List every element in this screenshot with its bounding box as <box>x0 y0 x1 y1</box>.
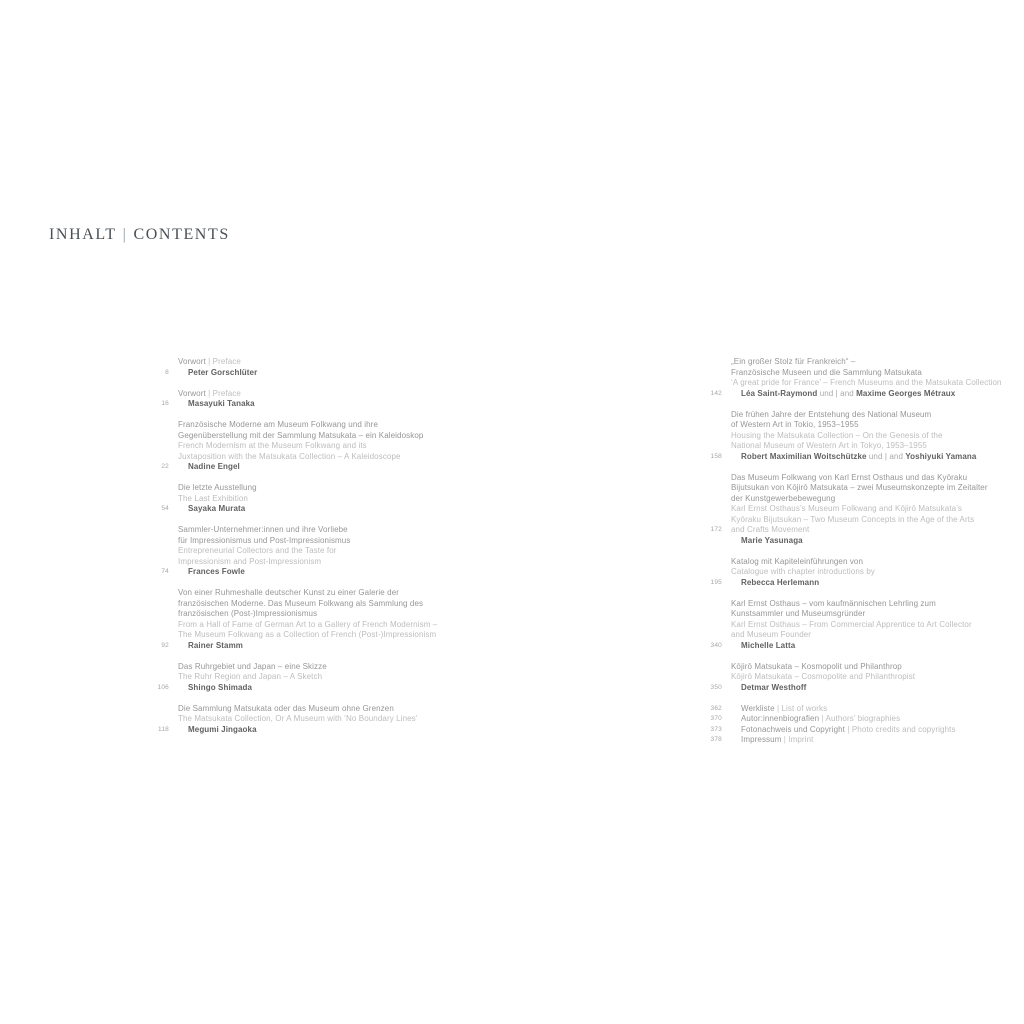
entry-title-line <box>731 368 1024 379</box>
entry-title-line <box>731 662 1024 673</box>
entry-author <box>741 452 1024 463</box>
entry-title-line <box>731 494 1024 505</box>
entry-title-line <box>178 431 486 442</box>
language-separator: | <box>819 714 826 723</box>
english-text: Karl Ernst Osthaus’s Museum Folkwang and Kōjirō Matsukata’s <box>731 504 963 513</box>
toc-entry <box>156 704 486 736</box>
entry-body <box>731 473 1024 547</box>
entry-title-line <box>731 630 1024 641</box>
author-name: Robert Maximilian Woitschützke <box>741 451 867 461</box>
entry-body <box>178 662 486 694</box>
author-joiner: und | and <box>817 388 857 398</box>
entry-body <box>731 357 1024 399</box>
author-name: Frances Fowle <box>188 567 245 576</box>
german-text: französischen (Post-)Impressionismus <box>178 609 318 618</box>
english-text: Housing the Matsukata Collection – On the Genesis of the <box>731 430 943 440</box>
english-text: The Museum Folkwang as a Collection of French (Post-)Impressionism <box>178 630 437 639</box>
author-name: Maxime Georges Métraux <box>856 388 956 398</box>
entry-title-line <box>178 620 486 631</box>
english-text: French Modernism at the Museum Folkwang and its <box>178 441 367 450</box>
german-text: Katalog mit Kapiteleinführungen von <box>731 556 864 566</box>
entry-title-line <box>741 714 1024 725</box>
english-text: Preface <box>212 388 241 398</box>
backmatter-item <box>709 714 1024 725</box>
entry-title-line <box>731 378 1024 389</box>
entry-author <box>188 399 486 410</box>
entry-title-line <box>731 609 1024 620</box>
language-separator: | <box>205 388 213 398</box>
entry-author <box>741 578 1024 589</box>
language-separator: | <box>774 703 782 713</box>
entry-page-number: 22 <box>161 463 169 470</box>
entry-title-line <box>178 536 486 547</box>
german-text: Das Ruhrgebiet und Japan – eine Skizze <box>178 661 327 671</box>
entry-title-line <box>178 630 486 641</box>
entry-page-number: 16 <box>161 400 169 407</box>
entry-title-line <box>741 725 1024 736</box>
entry-page-number: 74 <box>161 568 169 575</box>
entry-page-number: 362 <box>710 704 722 712</box>
toc-entry <box>156 389 486 410</box>
toc-entry <box>156 420 486 473</box>
backmatter-item <box>709 735 1024 746</box>
language-separator: | <box>845 724 852 734</box>
german-text: Das Museum Folkwang von Karl Ernst Osthaus und das Kyōraku <box>731 472 968 482</box>
entry-title-line <box>731 515 1024 526</box>
author-name: Rainer Stamm <box>188 640 243 650</box>
entry-body <box>178 420 486 473</box>
english-text: The Ruhr Region and Japan – A Sketch <box>178 672 323 681</box>
author-name: Megumi Jingaoka <box>188 724 257 734</box>
author-name: Shingo Shimada <box>188 682 253 692</box>
entry-title-line <box>731 504 1024 515</box>
german-text: Die letzte Ausstellung <box>178 483 257 492</box>
entry-body <box>178 357 486 378</box>
german-text: Werkliste <box>741 703 775 713</box>
entry-title-line <box>178 389 486 400</box>
entry-title-line <box>731 672 1024 683</box>
german-text: Kunstsammler und Museumsgründer <box>731 609 866 618</box>
english-text: ‘A great pride for France’ – French Museums and the Matsukata Collection <box>731 378 1002 387</box>
entry-title-line <box>178 588 486 599</box>
english-text: and Crafts Movement <box>731 525 810 534</box>
entry-body <box>741 735 1024 746</box>
entry-title-line <box>178 662 486 673</box>
entry-author <box>741 536 1024 547</box>
entry-title-line <box>741 704 1024 715</box>
entry-author <box>188 368 486 379</box>
author-name: Masayuki Tanaka <box>188 399 255 408</box>
author-name: Michelle Latta <box>741 640 796 650</box>
german-text: der Kunstgewerbebewegung <box>731 493 836 503</box>
title-english: CONTENTS <box>133 226 230 243</box>
german-text: Bijutsukan von Kōjirō Matsukata – zwei Museumskonzepte im Zeitalter <box>731 483 988 492</box>
entry-title-line <box>178 494 486 505</box>
entry-title-line <box>178 704 486 715</box>
toc-entry <box>156 588 486 651</box>
english-text: National Museum of Western Art in Tokyo, 1953–1955 <box>731 441 927 450</box>
entry-page-number: 118 <box>158 725 169 733</box>
english-text: and Museum Founder <box>731 630 812 639</box>
entry-author <box>741 389 1024 400</box>
german-text: Die frühen Jahre der Entstehung des National Museum <box>731 409 932 419</box>
toc-entry <box>709 410 1024 463</box>
entry-title-line <box>731 441 1024 452</box>
entry-page-number: 158 <box>710 452 722 460</box>
entry-body <box>178 389 486 410</box>
german-text: Von einer Ruhmeshalle deutscher Kunst zu einer Galerie der <box>178 588 400 597</box>
english-text: Authors’ biographies <box>825 714 901 723</box>
german-text: Die Sammlung Matsukata oder das Museum ohne Grenzen <box>178 703 394 713</box>
english-text: The Matsukata Collection, Or A Museum with ‘No Boundary Lines’ <box>178 714 418 723</box>
entry-page-number: 370 <box>710 715 722 722</box>
entry-page-number: 340 <box>710 641 722 649</box>
entry-author <box>188 567 486 578</box>
german-text: Impressum <box>741 735 782 744</box>
title-german: INHALT <box>49 226 117 243</box>
entry-title-line <box>731 410 1024 421</box>
toc-column-right <box>709 357 1024 746</box>
entry-title-line <box>731 473 1024 484</box>
entry-body <box>731 662 1024 694</box>
entry-page-number: 350 <box>710 683 722 691</box>
title-separator: | <box>122 226 128 243</box>
author-name: Léa Saint-Raymond <box>741 388 818 398</box>
page-title <box>49 226 230 244</box>
entry-title-line <box>178 546 486 557</box>
entry-body <box>178 588 486 651</box>
author-joiner: und | and <box>866 451 906 461</box>
german-text: Kōjirō Matsukata – Kosmopolit und Philanthrop <box>731 661 902 671</box>
entry-author <box>188 462 486 473</box>
german-text: Autor:innenbiografien <box>741 714 820 723</box>
entry-title-line <box>178 525 486 536</box>
toc-entry <box>709 557 1024 589</box>
german-text: Vorwort <box>178 388 206 398</box>
toc-entry <box>709 357 1024 399</box>
entry-title-line <box>178 420 486 431</box>
entry-title-line <box>731 567 1024 578</box>
entry-body <box>741 704 1024 715</box>
toc-entry <box>156 525 486 578</box>
toc-entry <box>709 662 1024 694</box>
german-text: Gegenüberstellung mit der Sammlung Matsukata – ein Kaleidoskop <box>178 430 424 440</box>
author-name: Rebecca Herlemann <box>741 577 820 587</box>
entry-author <box>741 683 1024 694</box>
english-text: Preface <box>212 357 241 366</box>
english-text: Catalogue with chapter introductions by <box>731 567 875 576</box>
author-name: Nadine Engel <box>188 462 240 471</box>
toc-entry <box>156 483 486 515</box>
entry-title-line <box>178 557 486 568</box>
entry-page-number: 195 <box>710 578 722 586</box>
entry-body <box>178 483 486 515</box>
german-text: Französische Museen und die Sammlung Matsukata <box>731 367 922 377</box>
entry-title-line <box>178 609 486 620</box>
entry-author <box>188 504 486 515</box>
entry-page-number: 172 <box>710 526 722 533</box>
entry-title-line <box>741 735 1024 746</box>
entry-page-number: 142 <box>710 389 722 397</box>
entry-body <box>741 714 1024 725</box>
entry-title-line <box>731 557 1024 568</box>
author-name: Peter Gorschlüter <box>188 367 258 377</box>
toc-column-left <box>156 357 486 746</box>
entry-body <box>731 599 1024 652</box>
english-text: From a Hall of Fame of German Art to a Gallery of French Modernism – <box>178 619 438 629</box>
german-text: of Western Art in Tokio, 1953–1955 <box>731 420 859 429</box>
toc-entry <box>156 662 486 694</box>
german-text: „Ein großer Stolz für Frankreich“ – <box>731 357 856 366</box>
author-name: Marie Yasunaga <box>741 535 803 545</box>
german-text: Sammler-Unternehmer:innen und ihre Vorliebe <box>178 525 348 534</box>
english-text: Imprint <box>788 735 814 744</box>
entry-title-line <box>731 620 1024 631</box>
entry-title-line <box>731 420 1024 431</box>
entry-body <box>731 557 1024 589</box>
entry-author <box>741 641 1024 652</box>
entry-title-line <box>178 357 486 368</box>
entry-author <box>188 641 486 652</box>
entry-title-line <box>178 441 486 452</box>
entry-title-line <box>178 483 486 494</box>
entry-page-number: 106 <box>157 683 169 691</box>
entry-title-line <box>731 431 1024 442</box>
entry-author <box>188 725 486 736</box>
english-text: Kyōraku Bijutsukan – Two Museum Concepts in the Age of the Arts <box>731 514 975 524</box>
backmatter-list <box>709 704 1024 746</box>
german-text: französischen Moderne. Das Museum Folkwang als Sammlung des <box>178 598 424 608</box>
english-text: Entrepreneurial Collectors and the Taste for <box>178 546 337 555</box>
entry-body <box>731 410 1024 463</box>
entry-author <box>188 683 486 694</box>
toc-entry <box>709 599 1024 652</box>
english-text: Photo credits and copyrights <box>851 724 956 734</box>
toc-entry <box>156 357 486 378</box>
author-name: Yoshiyuki Yamana <box>905 451 977 461</box>
backmatter-item <box>709 725 1024 736</box>
english-text: Kōjirō Matsukata – Cosmopolite and Philanthropist <box>731 672 916 681</box>
author-name: Sayaka Murata <box>188 504 246 513</box>
english-text: Karl Ernst Osthaus – From Commercial Apprentice to Art Collector <box>731 619 972 629</box>
entry-title-line <box>731 599 1024 610</box>
english-text: Impressionism and Post-Impressionism <box>178 556 322 566</box>
german-text: Karl Ernst Osthaus – vom kaufmännischen Lehrling zum <box>731 598 936 608</box>
entry-body <box>178 525 486 578</box>
author-name: Detmar Westhoff <box>741 682 807 692</box>
entry-title-line <box>731 525 1024 536</box>
english-text: The Last Exhibition <box>178 493 248 503</box>
toc-entry <box>709 473 1024 547</box>
german-text: für Impressionismus und Post-Impressionismus <box>178 535 351 545</box>
german-text: Vorwort <box>178 357 206 366</box>
german-text: Fotonachweis und Copyright <box>741 724 845 734</box>
entry-title-line <box>731 357 1024 368</box>
entry-body <box>178 704 486 736</box>
entry-page-number: 373 <box>710 725 722 733</box>
entry-title-line <box>178 599 486 610</box>
entry-title-line <box>178 672 486 683</box>
entry-title-line <box>178 452 486 463</box>
entry-page-number: 8 <box>165 368 169 376</box>
german-text: Französische Moderne am Museum Folkwang und ihre <box>178 420 378 429</box>
language-separator: | <box>781 735 789 744</box>
entry-body <box>741 725 1024 736</box>
english-text: List of works <box>781 703 828 713</box>
entry-title-line <box>731 483 1024 494</box>
language-separator: | <box>205 357 213 366</box>
entry-title-line <box>178 714 486 725</box>
entry-page-number: 92 <box>161 641 169 649</box>
entry-page-number: 54 <box>161 505 169 512</box>
entry-page-number: 378 <box>710 736 722 743</box>
english-text: Juxtaposition with the Matsukata Collection – A Kaleidoscope <box>178 451 401 461</box>
backmatter-item <box>709 704 1024 715</box>
